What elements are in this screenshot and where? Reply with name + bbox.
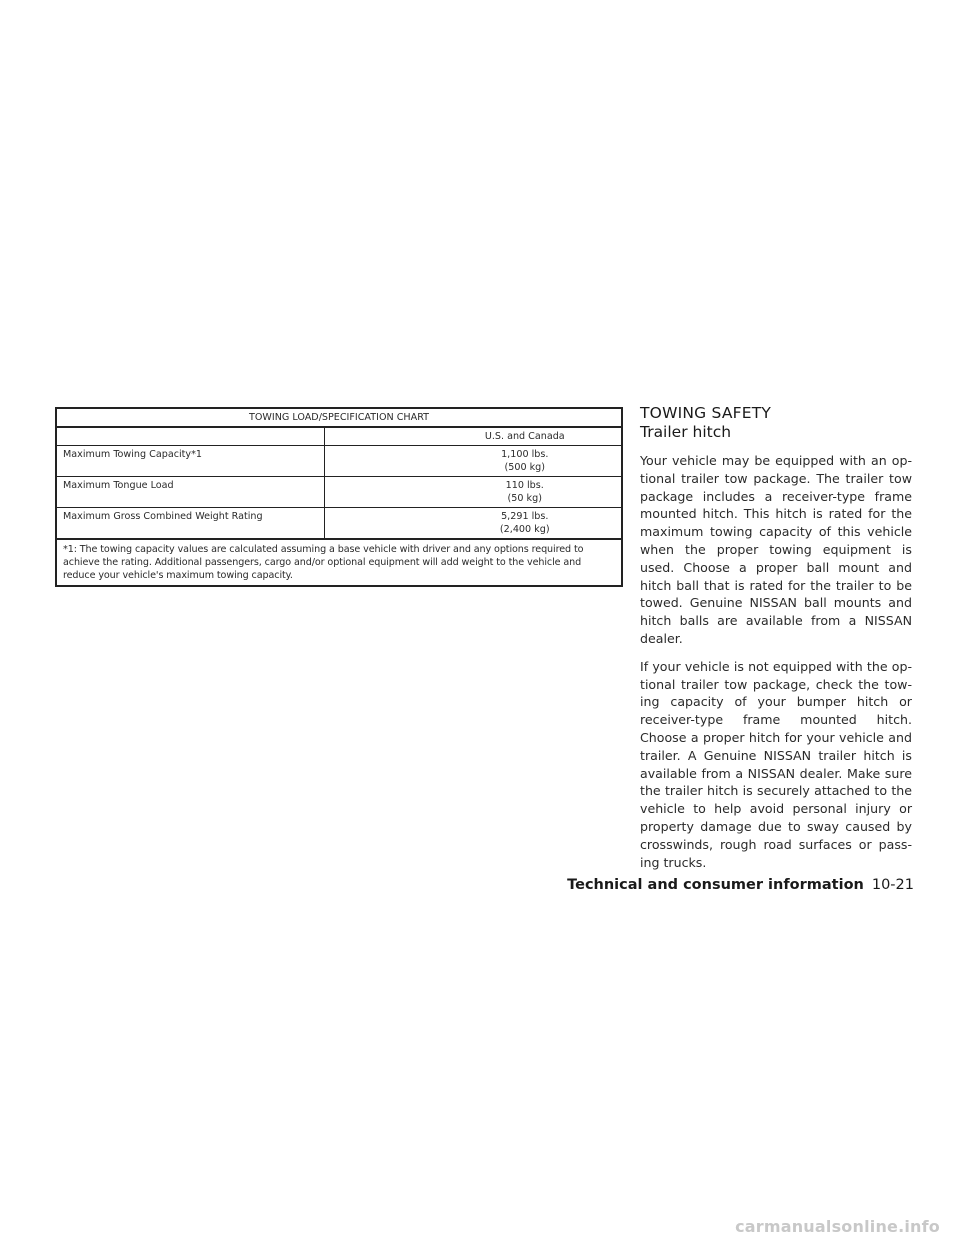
row-value-metric: (2,400 kg)	[499, 524, 550, 535]
table-row	[56, 508, 622, 540]
row-label: Maximum Gross Combined Weight Rating	[56, 508, 324, 540]
towing-safety-section	[640, 404, 912, 881]
footer-page-number: 10-21	[871, 877, 914, 893]
row-value-imperial: 110 lbs.	[505, 480, 544, 491]
table-header-row	[56, 427, 622, 446]
row-label: Maximum Tongue Load	[56, 477, 324, 508]
table-header-empty-cell	[56, 427, 324, 446]
row-value	[324, 508, 622, 540]
section-subheading: Trailer hitch	[640, 423, 732, 441]
row-value-imperial: 5,291 lbs.	[501, 511, 549, 522]
row-value-metric: (50 kg)	[507, 493, 542, 504]
body-paragraph: Your vehicle may be equipped with an optional trailer tow package. The trailer tow package includes a receiver-type frame mounted hitch. This hitch is rated for the maximum towing capacity of this vehicle when the proper towing equipment is used. Choose a proper ball mount and hitch ball that is rated for the trailer to be towed. Genuine NISSAN ball mounts and hitch balls are available from a NISSAN dealer.	[640, 453, 912, 646]
footer-section-name: Technical and consumer information	[567, 877, 864, 893]
towing-spec-table	[55, 407, 623, 587]
table-title: TOWING LOAD/SPECIFICATION CHART	[56, 408, 622, 427]
watermark: carmanualsonline.info	[735, 1217, 940, 1236]
table-row	[56, 446, 622, 477]
row-value	[324, 477, 622, 508]
table-footnote-row	[56, 539, 622, 586]
table-title-row	[56, 408, 622, 427]
row-label: Maximum Towing Capacity*1	[56, 446, 324, 477]
section-heading: TOWING SAFETY	[640, 404, 772, 422]
row-value-imperial: 1,100 lbs.	[501, 449, 549, 460]
page-footer	[567, 877, 914, 893]
body-paragraph: If your vehicle is not equipped with the optional trailer tow package, check the towing capacity of your bumper hitch or receiver-type frame mounted hitch. Choose a proper hitch for your vehicle and trailer. A Genuine NISSAN trailer hitch is available from a NISSAN dealer. Make sure the trailer hitch is securely attached to the vehicle to help avoid personal injury or property damage due to sway caused by crosswinds, rough road surfaces or passing trucks.	[640, 658, 912, 870]
table-footnote: *1: The towing capacity values are calculated assuming a base vehicle with driver and any options required to achieve the rating. Additional passengers, cargo and/or optional equipment will add weight to the vehicle and reduce your vehicle's maximum towing capacity.	[56, 539, 622, 586]
row-value-metric: (500 kg)	[504, 462, 545, 473]
row-value	[324, 446, 622, 477]
table-row	[56, 477, 622, 508]
table-column-header: U.S. and Canada	[324, 427, 622, 446]
